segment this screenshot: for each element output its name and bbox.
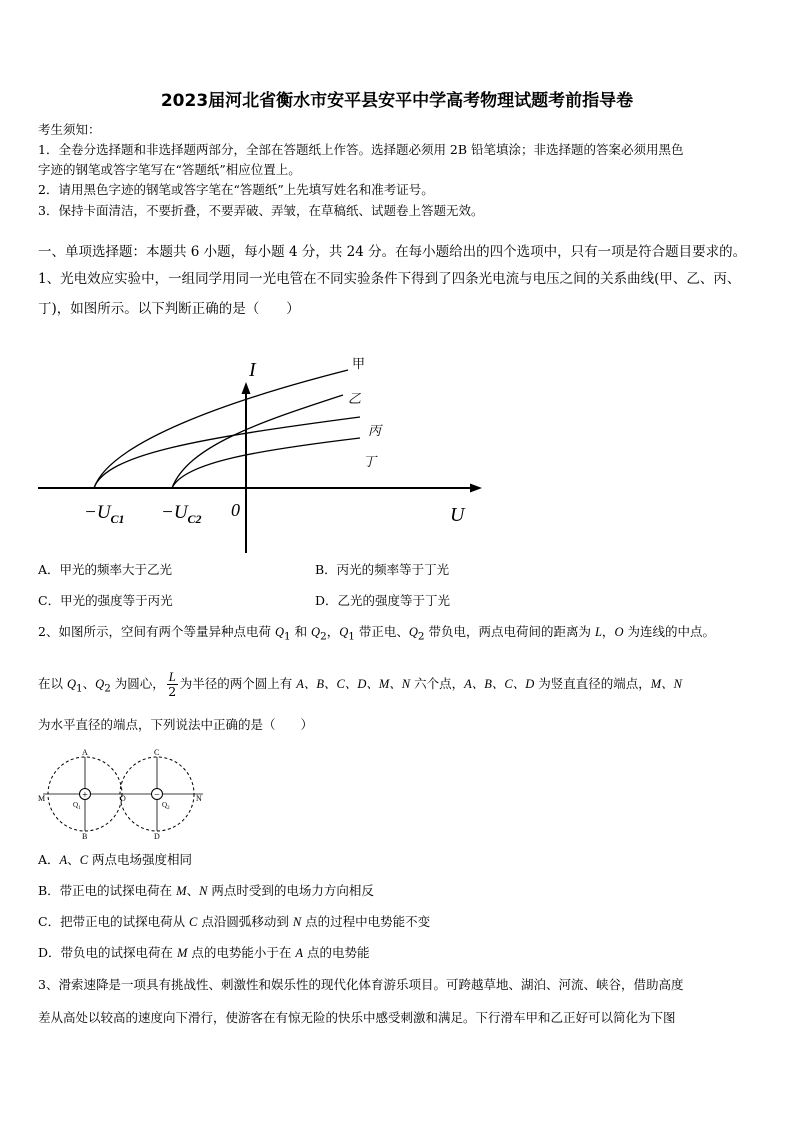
minus-sign: − [154,790,160,801]
point-c-label: C [154,748,160,757]
q2-label: $Q_2$ [162,801,170,811]
q1-stem-line-2: 丁)，如图所示。以下判断正确的是（ ） [38,301,300,317]
i-axis-label: I [249,359,256,381]
q2-stem-line-2: 在以 $Q_1$、$Q_2$ 为圆心， $\frac{L}{2}$ 为半径的两个圆上有 A、B、C、D、M、N 六个点，A、B、C、D 为竖直直径的端点，M、N [38,670,682,699]
section-heading: 一、单项选择题：本题共 6 小题，每小题 4 分，共 24 分。在每小题给出的四个选项中，只有一项是符合题目要求的。 [38,244,747,260]
i-axis-arrow [242,382,251,394]
curve-ding [172,438,360,488]
notice-heading: 考生须知： [38,122,101,137]
point-o-label: O [120,794,126,803]
photoelectric-iv-graph [30,350,500,560]
uc2-label: $-U_{C2}$ [161,502,202,526]
point-n-label: N [196,794,202,803]
notice-item-1-line-2: 字迹的钢笔或答字笔写在“答题纸”相应位置上。 [38,162,301,177]
q2-option-d[interactable]: D．带负电的试探电荷在 M 点的电势能小于在 A 点的电势能 [38,945,370,960]
q1-option-c[interactable]: C．甲光的强度等于丙光 [38,593,173,608]
notice-item-2: 2．请用黑色字迹的钢笔或答字笔在“答题纸”上先填写姓名和准考证号。 [38,182,434,197]
point-m-label: M [38,794,46,803]
point-a-label: A [82,748,88,757]
q1-stem-line-1: 1、光电效应实验中，一组同学用同一光电管在不同实验条件下得到了四条光电流与电压之间的关系曲线(甲、乙、丙、 [38,271,741,287]
point-d-label: D [154,832,160,840]
uc1-label: $-U_{C1}$ [84,502,125,526]
q1-option-a[interactable]: A．甲光的频率大于乙光 [38,562,173,577]
curve-bing [94,417,360,488]
q1-option-b[interactable]: B．丙光的频率等于丁光 [315,562,450,577]
q1-label: $Q_1$ [73,801,81,811]
notice-item-3: 3．保持卡面清洁，不要折叠，不要弄破、弄皱，在草稿纸、试题卷上答题无效。 [38,203,484,218]
q3-stem-line-1: 3、滑索速降是一项具有挑战性、刺激性和娱乐性的现代化体育游乐项目。可跨越草地、湖泊、河流、峡谷，借助高度 [38,977,684,992]
curve-bing-label: 丙 [368,423,382,438]
origin-label: 0 [231,500,240,520]
point-b-label: B [82,832,88,840]
u-axis-label: U [450,504,465,526]
q3-stem-line-2: 差从高处以较高的速度向下滑行，使游客在有惊无险的快乐中感受刺激和满足。下行滑车甲和乙正好可以简化为下图 [38,1010,676,1025]
curve-yi-label: 乙 [348,391,362,406]
q2-option-c[interactable]: C．把带正电的试探电荷从 C 点沿圆弧移动到 N 点的过程中电势能不变 [38,914,431,929]
u-axis-arrow [470,484,482,493]
curve-jia [94,370,348,488]
page-title: 2023届河北省衡水市安平县安平中学高考物理试题考前指导卷 [160,91,634,111]
plus-sign: + [82,790,88,801]
notice-item-1-line-1: 1．全卷分选择题和非选择题两部分，全部在答题纸上作答。选择题必须用 2B 铅笔填涂；非选择题的答案必须用黑色 [38,142,684,157]
two-charges-figure [35,745,210,840]
q2-option-b[interactable]: B．带正电的试探电荷在 M、N 两点时受到的电场力方向相反 [38,883,374,898]
fraction-l-over-2: $\frac{L}{2}$ [168,670,177,699]
q2-option-a[interactable]: A．A、C 两点电场强度相同 [38,852,193,867]
q2-stem-line-1: 2、如图所示，空间有两个等量异种点电荷 $Q_1$ 和 $Q_2$，$Q_1$ 带正电、$Q_2$ 带负电，两点电荷间的距离为 L，O 为连线的中点。 [38,624,715,643]
curve-ding-label: 丁 [363,454,377,469]
curve-jia-label: 甲 [352,356,366,371]
q2-stem-line-3: 为水平直径的端点，下列说法中正确的是（ ） [38,717,314,732]
q1-option-d[interactable]: D．乙光的强度等于丁光 [315,593,451,608]
